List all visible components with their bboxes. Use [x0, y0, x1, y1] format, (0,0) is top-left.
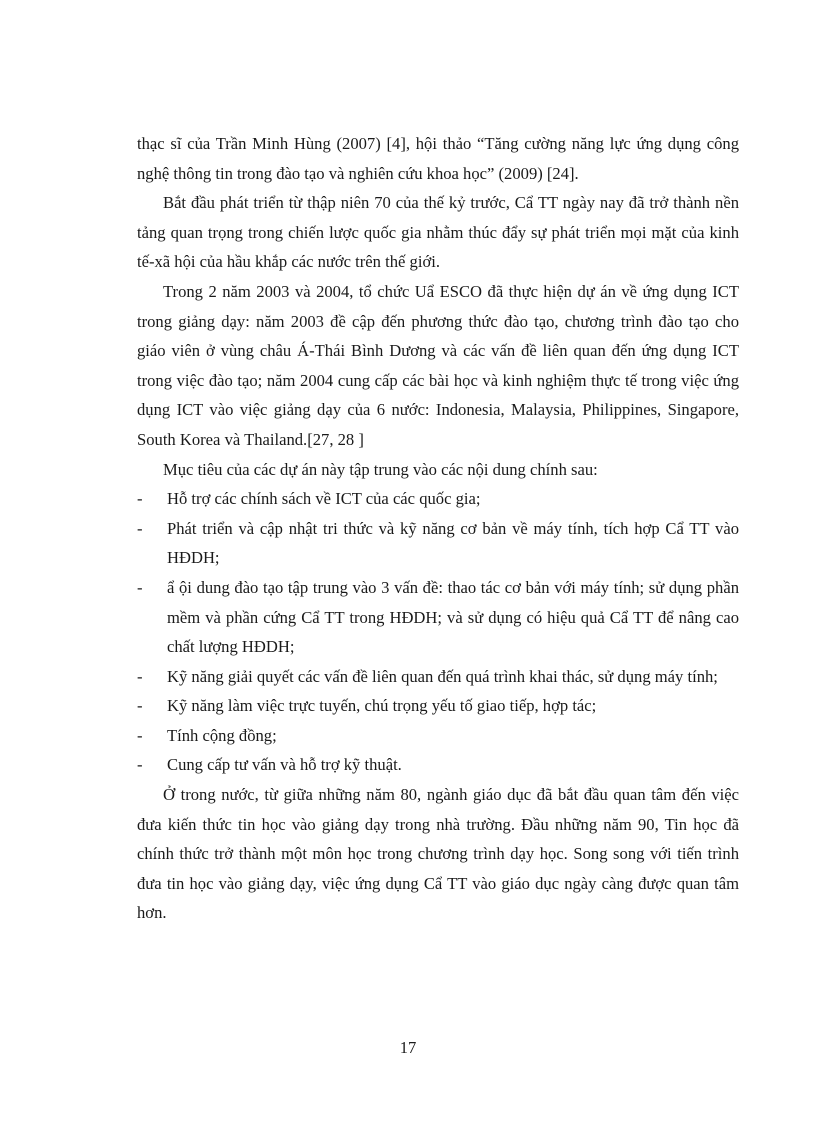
bullet-dash: -	[137, 696, 143, 716]
bullet-dash: -	[137, 577, 143, 597]
list-item-text: Hỗ trợ các chính sách về ICT của các quốc gia;	[167, 489, 481, 509]
list-item	[137, 721, 739, 751]
bullet-dash: -	[137, 489, 143, 509]
objectives-list	[137, 484, 739, 780]
bullet-dash: -	[137, 666, 143, 686]
list-item-text: Tính cộng đồng;	[167, 725, 277, 745]
list-item-text: Phát triển và cập nhật tri thức và kỹ năng cơ bản về máy tính, tích hợp Cẩ TT vào HĐDH;	[167, 518, 739, 568]
list-item	[137, 662, 739, 692]
list-item	[137, 750, 739, 780]
bullet-dash: -	[137, 755, 143, 775]
list-item	[137, 691, 739, 721]
list-item	[137, 573, 739, 662]
paragraph-1: thạc sĩ của Trần Minh Hùng (2007) [4], hội thảo “Tăng cường năng lực ứng dụng công nghệ thông tin trong đào tạo và nghiên cứu khoa học” (2009) [24].	[137, 134, 739, 183]
bullet-dash: -	[137, 725, 143, 745]
list-item-text: Kỹ năng làm việc trực tuyến, chú trọng yếu tố giao tiếp, hợp tác;	[167, 696, 597, 716]
paragraph-3: Trong 2 năm 2003 và 2004, tổ chức Uẩ ESCO đã thực hiện dự án về ứng dụng ICT trong giảng dạy: năm 2003 đề cập đến phương thức đào tạo, chương trình đào tạo cho giáo viên ở vùng châu Á-Thái Bình Dương và các vấn đề liên quan đến ứng dụng ICT trong việc đào tạo; năm 2004 cung cấp các bài học và kinh nghiệm thực tế trong việc ứng dụng ICT vào việc giảng dạy của 6 nước: Indonesia, Malaysia, Philippines, Singapore, South Korea và Thailand.[27, 28 ]	[137, 281, 739, 449]
paragraph-5: Ở trong nước, từ giữa những năm 80, ngành giáo dục đã bắt đầu quan tâm đến việc đưa kiến thức tin học vào giảng dạy trong nhà trường. Đầu những năm 90, Tin học đã chính thức trở thành một môn học trong chương trình dạy học. Song song với tiến trình đưa tin học vào giảng dạy, việc ứng dụng Cẩ TT vào giáo dục ngày càng được quan tâm hơn.	[137, 785, 739, 923]
bullet-dash: -	[137, 518, 143, 538]
list-item-text: Kỹ năng giải quyết các vấn đề liên quan đến quá trình khai thác, sử dụng máy tính;	[167, 666, 718, 686]
list-item	[137, 484, 739, 514]
paragraph-2: Bắt đầu phát triển từ thập niên 70 của thế kỷ trước, Cẩ TT ngày nay đã trở thành nền tảng quan trọng trong chiến lược quốc gia nhằm thúc đẩy sự phát triển mọi mặt của kinh tế-xã hội của hầu khắp các nước trên thế giới.	[137, 193, 739, 272]
document-body	[137, 129, 739, 928]
page-number: 17	[399, 1038, 417, 1057]
list-item-text: ẩ ội dung đào tạo tập trung vào 3 vấn đề: thao tác cơ bản với máy tính; sử dụng phần mềm và phần cứng Cẩ TT trong HĐDH; và sử dụng có hiệu quả Cẩ TT để nâng cao chất lượng HĐDH;	[167, 577, 739, 657]
list-item-text: Cung cấp tư vấn và hỗ trợ kỹ thuật.	[167, 755, 402, 775]
paragraph-4: Mục tiêu của các dự án này tập trung vào các nội dung chính sau:	[163, 459, 598, 479]
list-item	[137, 514, 739, 573]
